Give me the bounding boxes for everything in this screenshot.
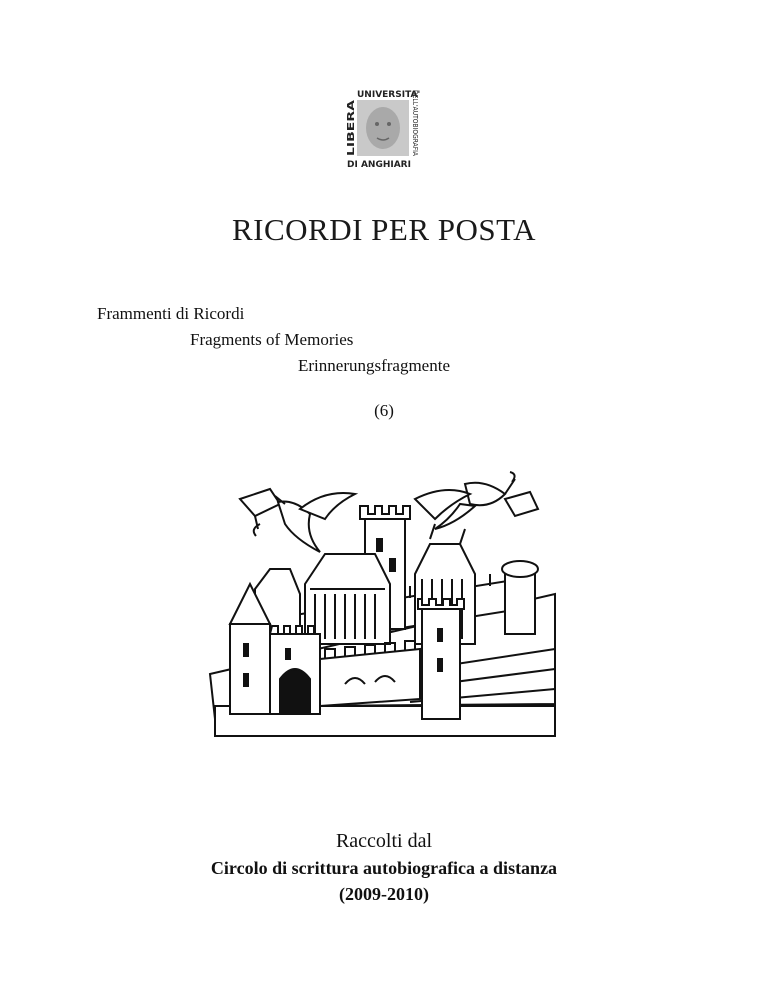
subtitle-german: Erinnerungsfragmente [298,356,450,375]
collected-by-text: Raccolti dal [335,830,433,852]
logo-right-text: DELL'AUTOBIOGRAFIA [411,90,419,168]
logo-left-text: LIBERA [346,116,357,156]
book-title: RICORDI PER POSTA [231,212,536,247]
logo-top-text: UNIVERSITA' [357,90,421,100]
subtitle-italian: Frammenti di Ricordi [97,304,245,323]
face-icon [366,107,400,149]
years-text: (2009-2010) [339,884,429,904]
circle-name: Circolo di scrittura autobiografica a distanza [210,858,558,878]
university-logo [343,86,423,170]
castle-with-birds-woodcut-icon [160,444,610,779]
logo-bottom-text: DI ANGHIARI [347,160,411,170]
subtitle-english: Fragments of Memories [190,330,354,349]
volume-number: (6) [374,401,394,420]
